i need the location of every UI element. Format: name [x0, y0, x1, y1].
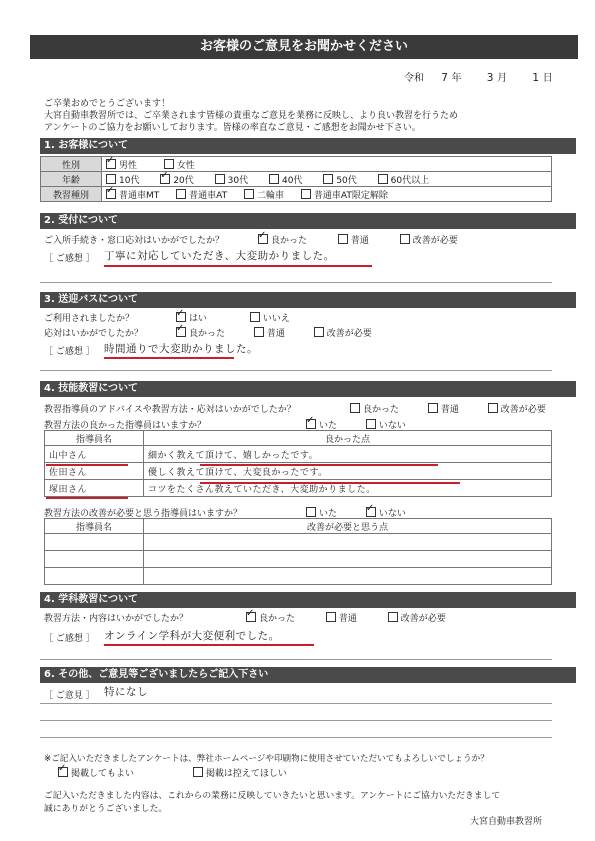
gender-row	[41, 157, 552, 172]
checkbox[interactable]	[176, 312, 186, 322]
bus-service-options	[176, 326, 372, 339]
checkbox[interactable]	[250, 312, 260, 322]
checkbox[interactable]	[306, 419, 316, 429]
date-year-unit: 年	[451, 73, 462, 84]
checkbox[interactable]	[314, 327, 324, 337]
bad-instructor-question: 教習方法の改善が必要と思う指導員はいますか？	[44, 509, 243, 519]
age-50s-option[interactable]	[323, 176, 356, 186]
bus-use-no-option[interactable]	[250, 314, 290, 324]
option-label: 良かった	[363, 405, 400, 415]
underline-mark	[104, 265, 372, 267]
gender-female-checkbox[interactable]	[164, 159, 174, 169]
bus-service-question: 応対はいかがでしたか？	[44, 329, 144, 339]
option-label: 良かった	[189, 329, 226, 339]
instructor-good-option[interactable]	[350, 405, 399, 415]
instructor-eval-options	[350, 402, 546, 415]
reception-comment-label: ［ ご感想 ］	[44, 254, 95, 264]
publish-question: ※ご記入いただきましたアンケートは、弊社ホームページや印刷物に使用させていただいてもよろしいでしょうか？	[44, 754, 489, 764]
gender-male-checkbox[interactable]	[106, 159, 116, 169]
checkbox[interactable]	[160, 174, 170, 184]
date-year: 7	[441, 72, 449, 84]
instructor-name-cell[interactable]: 山中さん	[45, 446, 144, 463]
other-comment[interactable]: 特になし	[104, 686, 148, 698]
reception-improve-option[interactable]	[400, 236, 458, 246]
option-label: 60代以上	[390, 175, 430, 186]
publish-options	[58, 766, 287, 779]
age-60s-option[interactable]	[378, 176, 429, 186]
option-label: 普通	[338, 614, 357, 624]
writing-line	[40, 720, 552, 721]
course-mt-option[interactable]	[106, 191, 159, 201]
publish-ok-option[interactable]	[58, 769, 134, 779]
instructor-name-cell[interactable]	[45, 534, 144, 551]
underline-mark	[200, 464, 438, 466]
thanks-line-2: 誠にありがとうございました。	[44, 804, 168, 814]
option-label: 改善が必要	[326, 329, 372, 339]
divider	[40, 282, 552, 283]
checkbox[interactable]	[326, 612, 336, 622]
option-label: 改善が必要	[500, 405, 546, 415]
section-2-heading: 2. 受付について	[40, 213, 576, 229]
publish-no-option[interactable]	[193, 769, 287, 779]
instructor-improve-option[interactable]	[488, 405, 546, 415]
option-label: 二輪車	[256, 190, 284, 201]
checkbox[interactable]	[176, 327, 186, 337]
age-row	[41, 172, 552, 187]
divider	[40, 370, 552, 371]
lecture-question: 教習方法・内容はいかがでしたか？	[44, 614, 189, 624]
column-header: 指導員名	[45, 519, 144, 534]
lecture-comment-label: ［ ご感想 ］	[44, 634, 95, 644]
reception-comment[interactable]: 丁寧に対応していただき、大変助かりました。	[104, 250, 335, 262]
column-header: 指導員名	[45, 431, 144, 446]
checkbox[interactable]	[350, 403, 360, 413]
instructor-name-cell[interactable]	[45, 551, 144, 568]
good-point-cell[interactable]: コツをたくさん教えていただき、大変助かりました。	[144, 480, 552, 497]
column-header: 改善が必要と思う点	[144, 519, 552, 534]
course-at-option[interactable]	[176, 191, 227, 201]
page-title: お客様のご意見をお聞かせください	[30, 35, 578, 59]
intro-line-3: アンケートのご協力をお願いしております。皆様の率直なご意見・ご感想をお聞かせ下さい。	[44, 123, 421, 133]
checkbox[interactable]	[366, 507, 376, 517]
gender-male-option[interactable]	[106, 161, 137, 171]
checkbox[interactable]	[269, 174, 279, 184]
bus-comment[interactable]: 時間通りで大変助かりました。	[104, 343, 258, 355]
checkbox[interactable]	[244, 189, 254, 199]
improve-point-cell[interactable]	[144, 551, 552, 568]
gender-label: 性別	[41, 157, 102, 172]
option-label: 40代	[281, 175, 303, 186]
table-header-row	[45, 519, 552, 534]
option-label: 普通	[440, 405, 459, 415]
option-label: 改善が必要	[400, 614, 446, 624]
table-row	[45, 551, 552, 568]
section-3-heading: 3. 送迎バスについて	[40, 292, 576, 308]
other-comment-label: ［ ご意見 ］	[44, 691, 95, 701]
instructor-name-cell[interactable]: 佐田さん	[45, 463, 144, 480]
option-label: 普通	[350, 236, 369, 246]
checkbox[interactable]	[366, 419, 376, 429]
organization-name: 大宮自動車教習所	[470, 817, 543, 827]
checkbox[interactable]	[488, 403, 498, 413]
bus-improve-option[interactable]	[314, 329, 372, 339]
underline-mark	[104, 644, 314, 646]
writing-line	[40, 737, 552, 738]
option-label: いない	[378, 421, 406, 431]
option-label: 50代	[336, 175, 357, 186]
option-label: 良かった	[259, 614, 296, 624]
option-label: 30代	[227, 175, 249, 186]
checkbox[interactable]	[301, 189, 311, 199]
section-6-heading: 6. その他、ご意見等ございましたらご記入下さい	[40, 667, 576, 683]
date-era: 令和	[404, 73, 424, 84]
underline-mark	[46, 464, 128, 466]
checkbox[interactable]	[323, 174, 333, 184]
checkbox[interactable]	[306, 507, 316, 517]
checkbox[interactable]	[246, 612, 256, 622]
underline-mark	[46, 497, 128, 499]
course-motorcycle-option[interactable]	[244, 191, 284, 201]
customer-info-table	[40, 156, 552, 202]
date-line	[404, 69, 553, 84]
date-day: 1	[532, 72, 540, 84]
lecture-good-option[interactable]	[246, 614, 295, 624]
bus-good-option[interactable]	[176, 329, 225, 339]
checkbox[interactable]	[388, 612, 398, 622]
intro-line-1: ご卒業おめでとうございます！	[44, 99, 171, 109]
thanks-line-1: ご記入いただきました内容は、これからの業務に反映していきたいと思います。アンケートにご協力いただきまして	[44, 791, 501, 801]
age-label: 年齢	[41, 172, 102, 187]
table-row	[45, 534, 552, 551]
bus-normal-option[interactable]	[254, 329, 285, 339]
checkbox[interactable]	[258, 234, 268, 244]
instructor-eval-question: 教習指導員のアドバイスや教習方法・応対はいかがでしたか？	[44, 405, 296, 415]
option-label: 男性	[119, 160, 138, 171]
improve-point-cell[interactable]	[144, 534, 552, 551]
bus-use-options	[176, 311, 290, 324]
option-label: 普通車AT	[189, 190, 228, 201]
checkbox[interactable]	[338, 234, 348, 244]
option-label: 掲載は控えてほしい	[205, 769, 287, 779]
option-label: 良かった	[271, 236, 308, 246]
age-20s-option[interactable]	[160, 176, 193, 186]
column-header: 良かった点	[144, 431, 552, 446]
table-row	[45, 446, 552, 463]
option-label: 普通車MT	[119, 190, 160, 201]
writing-line	[40, 703, 552, 704]
option-label: 掲載してもよい	[71, 769, 135, 779]
section-5-heading: 4. 学科教習について	[40, 592, 576, 608]
option-label: いた	[319, 509, 338, 519]
option-label: 10代	[119, 175, 140, 186]
checkbox[interactable]	[193, 767, 203, 777]
underline-mark	[200, 482, 460, 484]
bus-comment-label: ［ ご感想 ］	[44, 347, 95, 357]
intro-line-2: 大宮自動車教習所では、ご卒業されます皆様の貴重なご意見を業務に反映し、より良い教習を行うため	[44, 111, 459, 121]
age-40s-option[interactable]	[269, 176, 302, 186]
option-label: いいえ	[262, 314, 290, 324]
section-1-heading: 1. お客様について	[40, 138, 576, 154]
date-month: 3	[486, 72, 494, 84]
underline-mark	[104, 357, 234, 359]
section-4-heading: 4. 技能教習について	[40, 381, 576, 397]
checkbox[interactable]	[106, 189, 116, 199]
checkbox[interactable]	[254, 327, 264, 337]
instructor-name-cell[interactable]	[45, 568, 144, 585]
reception-options	[258, 233, 458, 246]
reception-good-option[interactable]	[258, 236, 307, 246]
instructor-normal-option[interactable]	[428, 405, 459, 415]
table-row	[45, 568, 552, 585]
option-label: 20代	[173, 175, 194, 186]
date-month-unit: 月	[497, 73, 508, 84]
lecture-normal-option[interactable]	[326, 614, 357, 624]
lecture-options	[246, 611, 446, 624]
good-instructor-question: 教習方法の良かった指導員はいますか？	[44, 421, 207, 431]
lecture-comment[interactable]: オンライン学科が大変便利でした。	[104, 630, 280, 642]
checkbox[interactable]	[400, 234, 410, 244]
good-point-cell[interactable]: 優しく教えて頂けて、大変良かったです。	[144, 463, 552, 480]
checkbox[interactable]	[428, 403, 438, 413]
option-label: いない	[378, 509, 406, 519]
reception-normal-option[interactable]	[338, 236, 369, 246]
checkbox[interactable]	[378, 174, 388, 184]
checkbox[interactable]	[176, 189, 186, 199]
course-type-label: 教習種別	[41, 187, 102, 202]
option-label: いた	[319, 421, 338, 431]
bus-use-question: ご利用されましたか？	[44, 314, 135, 324]
date-day-unit: 日	[542, 73, 553, 84]
table-header-row	[45, 431, 552, 446]
bad-instructor-table	[44, 518, 552, 585]
option-label: 改善が必要	[412, 236, 458, 246]
divider	[40, 659, 552, 660]
reception-question: ご入所手続き・窓口応対はいかがでしたか？	[44, 236, 225, 246]
age-30s-option[interactable]	[215, 176, 248, 186]
course-at-release-option[interactable]	[301, 191, 388, 201]
good-point-cell[interactable]: 細かく教えて頂けて、嬉しかったです。	[144, 446, 552, 463]
lecture-improve-option[interactable]	[388, 614, 446, 624]
option-label: 女性	[176, 160, 195, 171]
checkbox[interactable]	[58, 767, 68, 777]
option-label: 普通	[266, 329, 285, 339]
improve-point-cell[interactable]	[144, 568, 552, 585]
checkbox[interactable]	[215, 174, 225, 184]
instructor-name-cell[interactable]: 塚田さん	[45, 480, 144, 497]
course-type-row	[41, 187, 552, 202]
option-label: 普通車AT限定解除	[313, 190, 388, 201]
checkbox[interactable]	[106, 174, 116, 184]
option-label: はい	[189, 314, 208, 324]
